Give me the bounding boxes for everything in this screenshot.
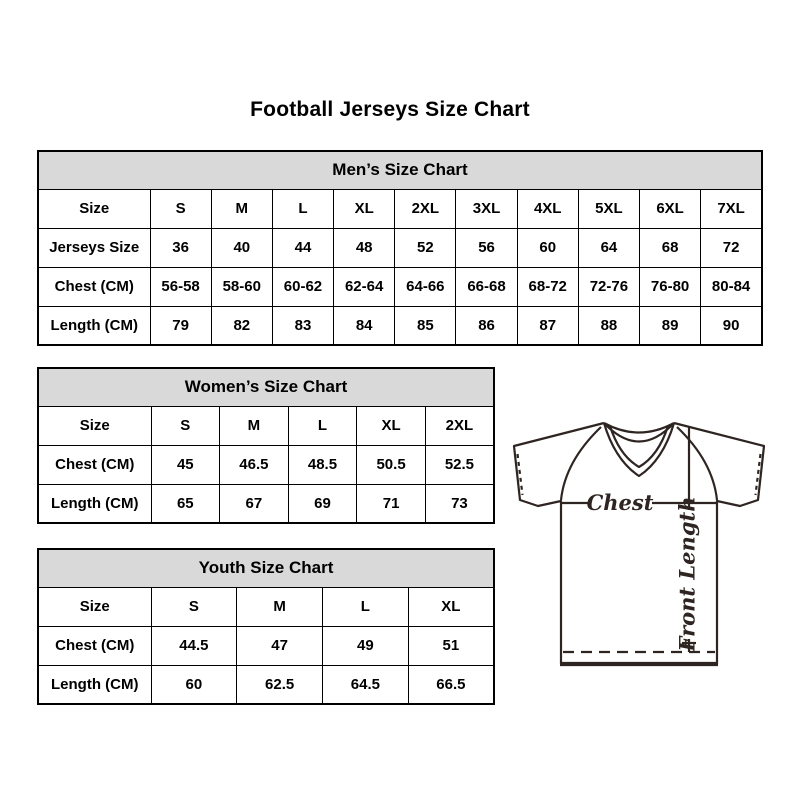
men-value-cell: 48 (334, 228, 395, 267)
men-table-row-0 (38, 189, 762, 228)
men-row-label: Size (38, 189, 150, 228)
men-value-cell: 80-84 (701, 267, 762, 306)
youth-table-title: Youth Size Chart (38, 549, 494, 587)
men-value-cell: 36 (150, 228, 211, 267)
men-value-cell: 68-72 (517, 267, 578, 306)
men-value-cell: 56 (456, 228, 517, 267)
youth-value-cell: M (237, 587, 323, 626)
women-table-header-row (38, 368, 494, 406)
men-value-cell: 3XL (456, 189, 517, 228)
men-value-cell: 85 (395, 306, 456, 345)
youth-value-cell: 62.5 (237, 665, 323, 704)
women-table-row-1 (38, 445, 494, 484)
men-value-cell: 64-66 (395, 267, 456, 306)
men-table-row-1 (38, 228, 762, 267)
women-value-cell: 52.5 (425, 445, 494, 484)
men-value-cell: 5XL (578, 189, 639, 228)
women-value-cell: 65 (151, 484, 220, 523)
chest-label: Chest (586, 490, 654, 515)
women-value-cell: 48.5 (288, 445, 357, 484)
women-value-cell: 46.5 (220, 445, 289, 484)
youth-value-cell: 60 (151, 665, 237, 704)
men-value-cell: 90 (701, 306, 762, 345)
youth-value-cell: 64.5 (323, 665, 409, 704)
right-sleeve-seam (677, 427, 717, 500)
men-table-title: Men’s Size Chart (38, 151, 762, 189)
women-row-label: Length (CM) (38, 484, 151, 523)
men-value-cell: 89 (640, 306, 701, 345)
women-value-cell: L (288, 406, 357, 445)
men-value-cell: 60 (517, 228, 578, 267)
men-value-cell: XL (334, 189, 395, 228)
youth-table-row-1 (38, 626, 494, 665)
youth-value-cell: 49 (323, 626, 409, 665)
men-row-label: Chest (CM) (38, 267, 150, 306)
men-value-cell: 58-60 (211, 267, 272, 306)
men-value-cell: 87 (517, 306, 578, 345)
men-value-cell: 76-80 (640, 267, 701, 306)
men-value-cell: 40 (211, 228, 272, 267)
men-value-cell: 52 (395, 228, 456, 267)
men-value-cell: 68 (640, 228, 701, 267)
women-value-cell: 69 (288, 484, 357, 523)
youth-value-cell: 66.5 (408, 665, 494, 704)
women-value-cell: M (220, 406, 289, 445)
youth-row-label: Chest (CM) (38, 626, 151, 665)
men-table-row-3 (38, 306, 762, 345)
youth-row-label: Size (38, 587, 151, 626)
men-value-cell: 4XL (517, 189, 578, 228)
women-row-label: Size (38, 406, 151, 445)
men-value-cell: M (211, 189, 272, 228)
men-value-cell: L (272, 189, 333, 228)
men-value-cell: 2XL (395, 189, 456, 228)
jersey-measurement-diagram (500, 396, 780, 696)
men-value-cell: 66-68 (456, 267, 517, 306)
men-value-cell: 64 (578, 228, 639, 267)
men-value-cell: 84 (334, 306, 395, 345)
women-table-title: Women’s Size Chart (38, 368, 494, 406)
women-table-row-0 (38, 406, 494, 445)
men-value-cell: 7XL (701, 189, 762, 228)
men-row-label: Length (CM) (38, 306, 150, 345)
men-value-cell: 83 (272, 306, 333, 345)
men-value-cell: 88 (578, 306, 639, 345)
men-value-cell: 56-58 (150, 267, 211, 306)
men-value-cell: 44 (272, 228, 333, 267)
women-value-cell: 2XL (425, 406, 494, 445)
womens-size-table (37, 367, 495, 524)
women-value-cell: S (151, 406, 220, 445)
women-value-cell: 67 (220, 484, 289, 523)
men-value-cell: 82 (211, 306, 272, 345)
men-value-cell: 72 (701, 228, 762, 267)
jersey-outline-path (514, 423, 764, 664)
mens-size-table (37, 150, 763, 346)
youth-value-cell: L (323, 587, 409, 626)
youth-value-cell: S (151, 587, 237, 626)
women-row-label: Chest (CM) (38, 445, 151, 484)
women-value-cell: 71 (357, 484, 426, 523)
men-table-row-2 (38, 267, 762, 306)
youth-value-cell: XL (408, 587, 494, 626)
men-row-label: Jerseys Size (38, 228, 150, 267)
front-length-label: Front Length (674, 496, 700, 652)
men-value-cell: 60-62 (272, 267, 333, 306)
women-value-cell: 45 (151, 445, 220, 484)
youth-table-row-0 (38, 587, 494, 626)
women-table-row-2 (38, 484, 494, 523)
men-value-cell: 6XL (640, 189, 701, 228)
men-value-cell: 62-64 (334, 267, 395, 306)
women-value-cell: XL (357, 406, 426, 445)
youth-table-header-row (38, 549, 494, 587)
women-value-cell: 50.5 (357, 445, 426, 484)
youth-table-row-2 (38, 665, 494, 704)
page-title: Football Jerseys Size Chart (250, 98, 530, 121)
men-value-cell: 86 (456, 306, 517, 345)
men-value-cell: S (150, 189, 211, 228)
men-value-cell: 72-76 (578, 267, 639, 306)
men-value-cell: 79 (150, 306, 211, 345)
youth-value-cell: 47 (237, 626, 323, 665)
men-table-header-row (38, 151, 762, 189)
youth-row-label: Length (CM) (38, 665, 151, 704)
women-value-cell: 73 (425, 484, 494, 523)
youth-value-cell: 51 (408, 626, 494, 665)
youth-value-cell: 44.5 (151, 626, 237, 665)
youth-size-table (37, 548, 495, 705)
